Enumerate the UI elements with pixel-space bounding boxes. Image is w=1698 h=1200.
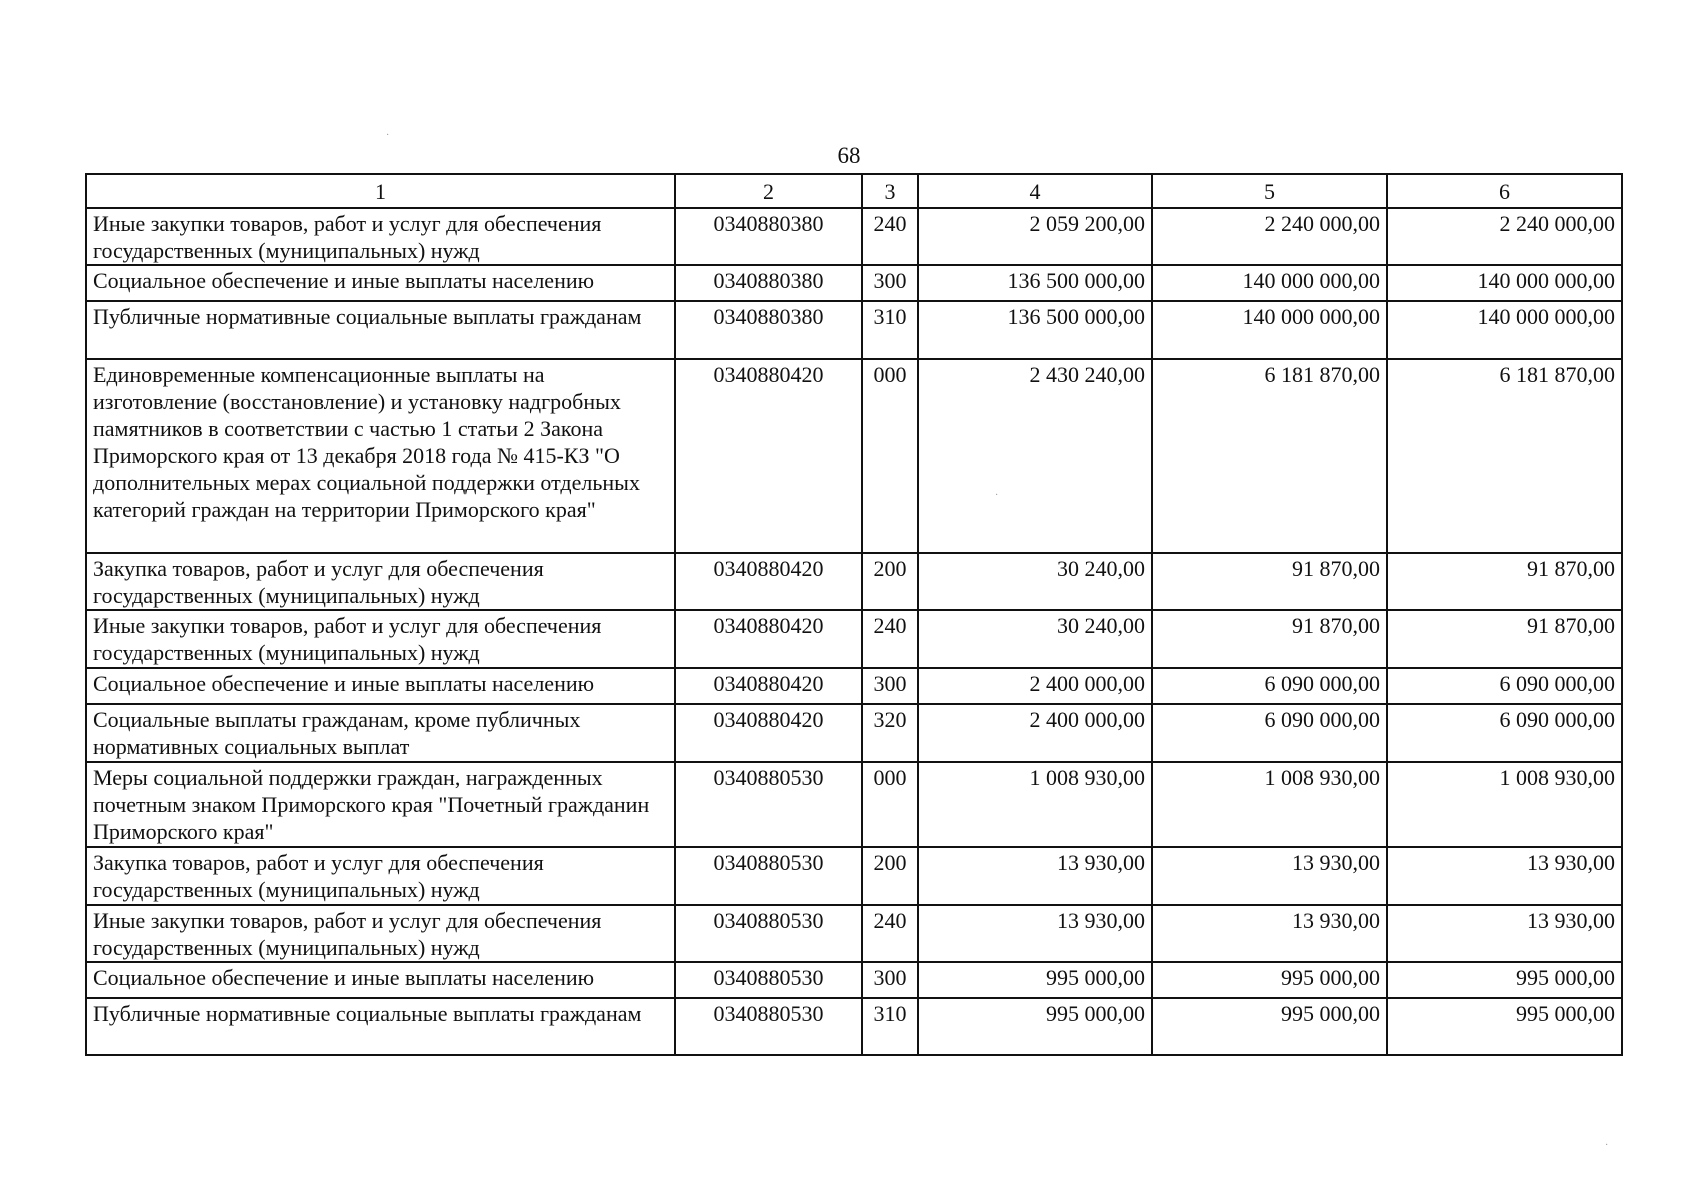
table-row — [86, 704, 1622, 762]
row-value-5: 1 008 930,00 — [1152, 762, 1387, 847]
row-name: Социальное обеспечение и иные выплаты населению — [86, 962, 675, 998]
row-value-6: 1 008 930,00 — [1387, 762, 1622, 847]
row-name: Социальные выплаты гражданам, кроме публичных нормативных социальных выплат — [86, 704, 675, 762]
row-value-5: 6 090 000,00 — [1152, 668, 1387, 704]
row-value-5: 140 000 000,00 — [1152, 265, 1387, 301]
row-value-5: 6 181 870,00 — [1152, 359, 1387, 553]
row-type: 000 — [862, 359, 918, 553]
table-row — [86, 208, 1622, 265]
row-type: 310 — [862, 998, 918, 1055]
scan-speck: · — [1605, 1140, 1609, 1151]
row-value-4: 13 930,00 — [918, 905, 1152, 962]
row-value-5: 13 930,00 — [1152, 905, 1387, 962]
row-value-6: 995 000,00 — [1387, 998, 1622, 1055]
row-name: Иные закупки товаров, работ и услуг для обеспечения государственных (муниципальных) нужд — [86, 905, 675, 962]
row-value-6: 995 000,00 — [1387, 962, 1622, 998]
scan-speck: · — [386, 130, 390, 141]
row-value-4: 2 430 240,00 — [918, 359, 1152, 553]
row-type: 240 — [862, 905, 918, 962]
table-row — [86, 301, 1622, 359]
row-name: Единовременные компенсационные выплаты на изготовление (восстановление) и установку надгробных памятников в соответствии с частью 1 статьи 2 Закона Приморского края от 13 декабря 2018 года № 415-КЗ "О дополнительных мерах социальной поддержки отдельных категорий граждан на территории Приморского края" — [86, 359, 675, 553]
row-type: 240 — [862, 610, 918, 668]
table-row — [86, 962, 1622, 998]
table-row — [86, 905, 1622, 962]
row-value-4: 995 000,00 — [918, 998, 1152, 1055]
row-code: 0340880380 — [675, 301, 862, 359]
scan-speck: · — [995, 490, 999, 501]
row-value-6: 13 930,00 — [1387, 847, 1622, 905]
table-body — [86, 208, 1622, 1055]
row-code: 0340880530 — [675, 962, 862, 998]
row-value-4: 995 000,00 — [918, 962, 1152, 998]
table-row — [86, 610, 1622, 668]
row-value-5: 13 930,00 — [1152, 847, 1387, 905]
column-header-6: 6 — [1387, 174, 1622, 208]
row-value-4: 13 930,00 — [918, 847, 1152, 905]
row-value-5: 91 870,00 — [1152, 553, 1387, 610]
row-code: 0340880380 — [675, 208, 862, 265]
row-value-6: 6 181 870,00 — [1387, 359, 1622, 553]
row-value-4: 2 400 000,00 — [918, 668, 1152, 704]
row-value-5: 140 000 000,00 — [1152, 301, 1387, 359]
table-row — [86, 553, 1622, 610]
table-row — [86, 668, 1622, 704]
row-value-6: 140 000 000,00 — [1387, 301, 1622, 359]
row-type: 200 — [862, 847, 918, 905]
row-name: Публичные нормативные социальные выплаты гражданам — [86, 998, 675, 1055]
header-row — [86, 174, 1622, 208]
row-code: 0340880420 — [675, 610, 862, 668]
row-value-4: 2 400 000,00 — [918, 704, 1152, 762]
row-type: 300 — [862, 265, 918, 301]
column-header-2: 2 — [675, 174, 862, 208]
row-type: 000 — [862, 762, 918, 847]
row-name: Иные закупки товаров, работ и услуг для обеспечения государственных (муниципальных) нужд — [86, 208, 675, 265]
row-type: 310 — [862, 301, 918, 359]
table-row — [86, 762, 1622, 847]
row-type: 300 — [862, 962, 918, 998]
row-code: 0340880530 — [675, 762, 862, 847]
row-name: Публичные нормативные социальные выплаты гражданам — [86, 301, 675, 359]
row-value-5: 995 000,00 — [1152, 962, 1387, 998]
row-value-4: 30 240,00 — [918, 553, 1152, 610]
row-value-4: 136 500 000,00 — [918, 301, 1152, 359]
row-code: 0340880380 — [675, 265, 862, 301]
column-header-4: 4 — [918, 174, 1152, 208]
row-name: Иные закупки товаров, работ и услуг для обеспечения государственных (муниципальных) нужд — [86, 610, 675, 668]
row-code: 0340880530 — [675, 847, 862, 905]
row-value-6: 140 000 000,00 — [1387, 265, 1622, 301]
row-name: Социальное обеспечение и иные выплаты населению — [86, 265, 675, 301]
row-value-5: 6 090 000,00 — [1152, 704, 1387, 762]
row-value-5: 2 240 000,00 — [1152, 208, 1387, 265]
row-type: 240 — [862, 208, 918, 265]
page-number: 68 — [837, 143, 861, 168]
row-type: 200 — [862, 553, 918, 610]
row-value-6: 91 870,00 — [1387, 610, 1622, 668]
row-name: Закупка товаров, работ и услуг для обеспечения государственных (муниципальных) нужд — [86, 847, 675, 905]
column-header-1: 1 — [86, 174, 675, 208]
row-value-6: 6 090 000,00 — [1387, 704, 1622, 762]
row-type: 320 — [862, 704, 918, 762]
row-code: 0340880530 — [675, 998, 862, 1055]
row-code: 0340880420 — [675, 668, 862, 704]
row-type: 300 — [862, 668, 918, 704]
row-code: 0340880420 — [675, 553, 862, 610]
table-row — [86, 998, 1622, 1055]
column-header-5: 5 — [1152, 174, 1387, 208]
row-code: 0340880420 — [675, 359, 862, 553]
row-code: 0340880530 — [675, 905, 862, 962]
row-value-6: 6 090 000,00 — [1387, 668, 1622, 704]
row-value-6: 91 870,00 — [1387, 553, 1622, 610]
row-name: Социальное обеспечение и иные выплаты населению — [86, 668, 675, 704]
row-value-4: 2 059 200,00 — [918, 208, 1152, 265]
row-value-4: 136 500 000,00 — [918, 265, 1152, 301]
row-code: 0340880420 — [675, 704, 862, 762]
table-row — [86, 359, 1622, 553]
row-value-6: 13 930,00 — [1387, 905, 1622, 962]
row-value-4: 1 008 930,00 — [918, 762, 1152, 847]
table-row — [86, 265, 1622, 301]
row-value-6: 2 240 000,00 — [1387, 208, 1622, 265]
table-row — [86, 847, 1622, 905]
row-value-4: 30 240,00 — [918, 610, 1152, 668]
row-name: Закупка товаров, работ и услуг для обеспечения государственных (муниципальных) нужд — [86, 553, 675, 610]
budget-table — [85, 173, 1623, 1056]
row-value-5: 995 000,00 — [1152, 998, 1387, 1055]
row-name: Меры социальной поддержки граждан, награжденных почетным знаком Приморского края "Почетный гражданин Приморского края" — [86, 762, 675, 847]
column-header-3: 3 — [862, 174, 918, 208]
row-value-5: 91 870,00 — [1152, 610, 1387, 668]
